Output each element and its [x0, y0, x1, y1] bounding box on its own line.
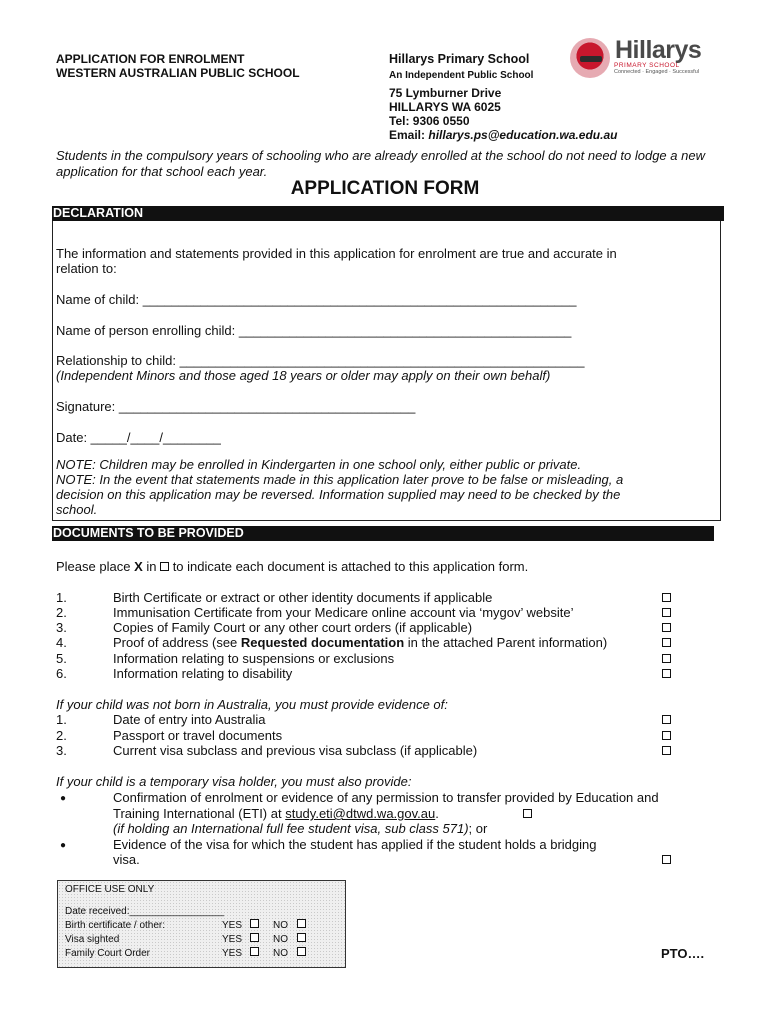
item-number: 1. [56, 712, 67, 727]
relationship-note: (Independent Minors and those aged 18 years or older may apply on their own behalf) [56, 368, 551, 383]
address-line2: HILLARYS WA 6025 [389, 100, 501, 114]
checkbox-disability[interactable] [662, 669, 671, 678]
school-address [389, 86, 617, 142]
item-text-a: Proof of address (see [113, 635, 241, 650]
item-text: Immunisation Certificate from your Medicare online account via ‘mygov’ website’ [113, 605, 574, 620]
eti-text-end: . [435, 806, 439, 821]
office-heading: OFFICE USE ONLY [65, 884, 155, 895]
checkbox-proof-address[interactable] [662, 638, 671, 647]
email-address: hillarys.ps@education.wa.edu.au [428, 128, 618, 142]
visa-requirement-2-cont: visa. [113, 852, 140, 867]
item-number: 2. [56, 728, 67, 743]
yes-label: YES [222, 948, 243, 959]
item-number: 1. [56, 590, 67, 605]
documents-heading: DOCUMENTS TO BE PROVIDED [53, 526, 244, 540]
visa-requirement-1: Confirmation of enrolment or evidence of any permission to transfer provided by Education and [113, 790, 659, 805]
office-row-label: Family Court Order [65, 948, 151, 959]
logo-tagline: Connected · Engaged · Successful [614, 69, 699, 75]
born-item [56, 712, 676, 728]
item-text-bold: Requested documentation [240, 635, 405, 650]
checkbox-bridging-visa[interactable] [662, 855, 671, 864]
telephone: Tel: 9306 0550 [389, 114, 470, 128]
false-info-note-cont: decision on this application may be reversed. Information supplied may need to be checked by the [56, 487, 621, 502]
checkbox-visa-subclass[interactable] [662, 746, 671, 755]
header-left [56, 52, 300, 80]
item-text: Information relating to disability [113, 666, 293, 681]
item-number: 4. [56, 635, 67, 650]
email-label: Email: [389, 128, 426, 142]
date-received-field[interactable]: Date received:_________________ [65, 906, 225, 917]
relationship-field[interactable]: Relationship to child: ________________________________________________________ [56, 353, 585, 368]
full-fee-note: (if holding an International full fee student visa, sub class 571) [113, 821, 469, 836]
form-type-line2: WESTERN AUSTRALIAN PUBLIC SCHOOL [56, 66, 300, 80]
or-text: ; or [468, 821, 488, 836]
checkbox-court-no[interactable] [297, 947, 306, 956]
document-item [56, 651, 676, 667]
document-item [56, 666, 676, 682]
declaration-heading: DECLARATION [53, 206, 144, 220]
item-number: 3. [56, 620, 67, 635]
email-line [389, 128, 617, 142]
form-title: APPLICATION FORM [290, 178, 480, 199]
form-type-line1: APPLICATION FOR ENROLMENT [56, 52, 245, 66]
false-info-note: NOTE: In the event that statements made in this application later prove to be false or misleading, a [56, 472, 624, 487]
item-number: 5. [56, 651, 67, 666]
yes-label: YES [222, 934, 243, 945]
declaration-statement-cont: relation to: [56, 261, 117, 276]
documents-instruction [56, 559, 528, 575]
item-text: Current visa subclass and previous visa subclass (if applicable) [113, 743, 478, 758]
checkbox-birth-cert-no[interactable] [297, 919, 306, 928]
item-text: Birth Certificate or extract or other identity documents if applicable [113, 590, 493, 605]
intro-note: Students in the compulsory years of schooling who are already enrolled at the school do not need to lodge a new application for that school each year. [56, 148, 705, 179]
address-line1: 75 Lymburner Drive [389, 86, 502, 100]
documents-heading-bar [52, 526, 714, 541]
enrolling-person-field[interactable]: Name of person enrolling child: ______________________________________________ [56, 323, 572, 338]
logo-name: Hillarys [615, 36, 702, 64]
office-row-label: Birth certificate / other: [65, 920, 166, 931]
checkbox-example-icon [160, 562, 169, 571]
office-row-label: Visa sighted [65, 934, 120, 945]
kindergarten-note: NOTE: Children may be enrolled in Kindergarten in one school only, either public or private. [56, 457, 582, 472]
instruction-x: X [134, 559, 143, 574]
visa-requirement-1-note [113, 821, 487, 837]
no-label: NO [273, 948, 288, 959]
school-subtitle: An Independent Public School [389, 70, 534, 81]
child-name-field[interactable]: Name of child: ____________________________________________________________ [56, 292, 577, 307]
school-name: Hillarys Primary School [389, 52, 530, 66]
no-label: NO [273, 934, 288, 945]
yes-label: YES [222, 920, 243, 931]
date-field[interactable]: Date: _____/____/________ [56, 430, 221, 445]
checkbox-passport[interactable] [662, 731, 671, 740]
document-item [56, 620, 676, 636]
declaration-heading-bar [52, 206, 724, 221]
item-text: Passport or travel documents [113, 728, 283, 743]
checkbox-date-of-entry[interactable] [662, 715, 671, 724]
logo-emblem-icon [570, 38, 610, 78]
checkbox-birth-certificate[interactable] [662, 593, 671, 602]
bullet-icon: ● [60, 840, 67, 851]
office-use-box [57, 880, 346, 968]
bullet-icon: ● [60, 793, 67, 804]
eti-text: Training International (ETI) at [113, 806, 286, 821]
signature-field[interactable]: Signature: _________________________________________ [56, 399, 416, 414]
item-text [113, 635, 607, 651]
document-item [56, 605, 676, 621]
no-label: NO [273, 920, 288, 931]
checkbox-court-orders[interactable] [662, 623, 671, 632]
checkbox-birth-cert-yes[interactable] [250, 919, 259, 928]
item-text: Information relating to suspensions or exclusions [113, 651, 395, 666]
instruction-text-c: to indicate each document is attached to this application form. [169, 559, 529, 574]
school-logo [570, 38, 710, 78]
checkbox-court-yes[interactable] [250, 947, 259, 956]
item-number: 3. [56, 743, 67, 758]
item-text-c: in the attached Parent information) [404, 635, 608, 650]
item-number: 6. [56, 666, 67, 681]
please-turn-over: PTO…. [661, 946, 705, 961]
visa-requirement-1-cont [113, 806, 439, 822]
false-info-note-end: school. [56, 502, 98, 517]
item-text: Copies of Family Court or any other court orders (if applicable) [113, 620, 473, 635]
visa-requirement-2: Evidence of the visa for which the student has applied if the student holds a bridging [113, 837, 597, 852]
visa-holder-heading: If your child is a temporary visa holder, you must also provide: [56, 774, 412, 789]
eti-email-link[interactable]: study.eti@dtwd.wa.gov.au [285, 806, 436, 821]
born-overseas-heading: If your child was not born in Australia, you must provide evidence of: [56, 697, 448, 712]
checkbox-immunisation[interactable] [662, 608, 671, 617]
logo-subtitle: PRIMARY SCHOOL [614, 62, 680, 69]
checkbox-visa-yes[interactable] [250, 933, 259, 942]
born-item [56, 743, 676, 759]
item-number: 2. [56, 605, 67, 620]
item-text: Date of entry into Australia [113, 712, 266, 727]
born-item [56, 728, 676, 744]
checkbox-eti-confirmation[interactable] [523, 809, 532, 818]
document-item [56, 635, 676, 651]
checkbox-suspensions[interactable] [662, 654, 671, 663]
checkbox-visa-no[interactable] [297, 933, 306, 942]
instruction-text-b: in [142, 559, 161, 574]
declaration-statement: The information and statements provided in this application for enrolment are true and accurate in [56, 246, 617, 261]
document-item [56, 590, 676, 606]
instruction-text-a: Please place [56, 559, 135, 574]
